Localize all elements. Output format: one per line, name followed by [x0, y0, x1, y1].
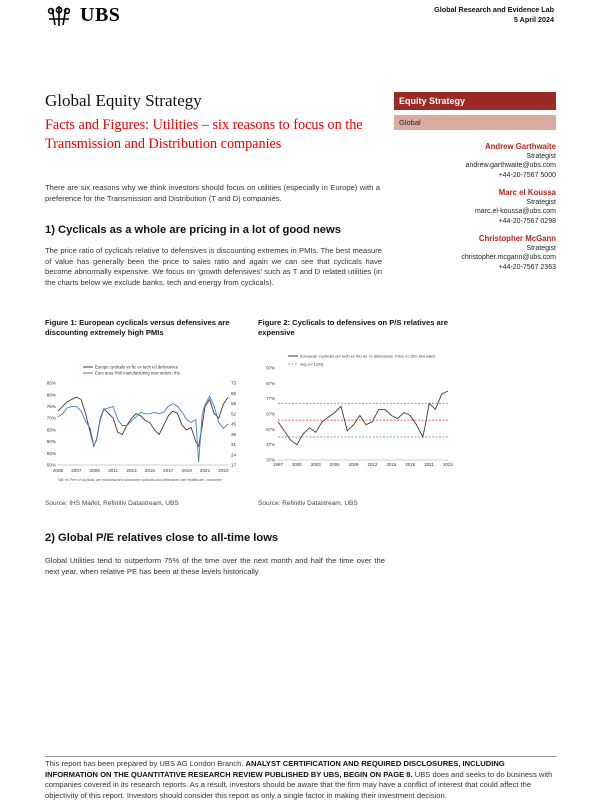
series-line: [278, 391, 448, 445]
x-tick-label: 2006: [329, 462, 340, 467]
y-right-tick-label: 45: [231, 421, 237, 427]
sidebar-heading: Equity Strategy: [394, 92, 556, 110]
analyst-role: Strategist: [526, 152, 556, 160]
x-tick-label: 2007: [71, 468, 82, 473]
x-tick-label: 2021: [199, 468, 211, 473]
analyst-role: Strategist: [526, 244, 556, 252]
y-right-tick-label: 52: [231, 411, 237, 417]
page-title: Global Equity Strategy: [45, 91, 202, 110]
y-left-tick-label: 70%: [46, 415, 56, 421]
footer-lead: This report has been prepared by UBS AG London Branch.: [45, 759, 244, 768]
y-left-tick-label: 50%: [46, 462, 56, 468]
footer-disclosure: ANALYST CERTIFICATION AND REQUIRED DISCLOSURES, INCLUDING INFORMATION ON THE QUANTITATIVE RESEARCH REVIEW PUBLISHED BY UBS, BEGIN ON PAGE 8.: [45, 759, 505, 779]
report-date: 5 April 2024: [513, 15, 554, 24]
x-tick-label: 2018: [405, 462, 416, 467]
analyst-phone: +44-20-7567 0298: [498, 217, 556, 225]
y-right-tick-label: 31: [231, 442, 237, 448]
footer-rest: UBS does and seeks to do business with companies covered in its research reports. As a result, investors should be aware that the firm may have a conflict of interest that could affect the objectivity of this report. Investors should consider this report as only a single factor in making their investment decision.: [45, 769, 553, 800]
legend-label: Euro area PMI manufacturing new orders, rhs: [95, 370, 180, 376]
analyst-card: [394, 142, 556, 180]
y-tick-label: 37%: [266, 457, 275, 463]
figure-2-source: Source: Refinitiv Datastream, UBS: [258, 500, 358, 507]
y-right-tick-label: 38: [231, 431, 237, 437]
y-tick-label: 47%: [266, 442, 275, 448]
header-meta: [434, 5, 554, 25]
y-tick-label: 77%: [266, 396, 275, 402]
disclaimer-footer: [45, 756, 557, 800]
figure-1-caption: Figure 1: European cyclicals versus defensives are discounting extremely high PMIs: [45, 318, 230, 337]
page-subtitle: Facts and Figures: Utilities – six reasons to focus on the Transmission and Distribution companies: [45, 117, 363, 152]
analyst-sidebar: [394, 92, 556, 272]
legend-label: avg (+/-1Std): [300, 361, 324, 367]
figure-1-source: Source: IHS Markit, Refinitiv Datastream, UBS: [45, 500, 179, 507]
y-right-tick-label: 59: [231, 401, 237, 407]
figure-2-chart: [256, 350, 456, 475]
y-left-tick-label: 80%: [46, 392, 56, 398]
x-tick-label: 1997: [273, 462, 283, 467]
x-tick-label: 2017: [163, 468, 174, 473]
analyst-phone: +44-20-7567 2363: [498, 263, 556, 271]
x-tick-label: 2013: [126, 468, 137, 473]
analyst-email[interactable]: christopher.mcgann@ubs.com: [461, 254, 556, 261]
x-tick-label: 2011: [108, 468, 119, 473]
figure-2-caption: Figure 2: Cyclicals to defensives on P/S relatives are expensive: [258, 318, 448, 337]
series-line: [58, 397, 228, 446]
x-tick-label: 2015: [144, 468, 156, 473]
y-left-tick-label: 85%: [46, 380, 56, 386]
analyst-card: [394, 188, 556, 226]
y-left-tick-label: 65%: [46, 427, 56, 433]
y-right-tick-label: 17: [231, 462, 237, 468]
legend-label: Europe cyclicals vs ftc ex tech rel defensives: [95, 364, 178, 370]
analyst-phone: +44-20-7567 5000: [498, 171, 556, 179]
x-tick-label: 2005: [52, 468, 64, 473]
legend-label: European Cyclicals (ex tech ex fin) rel. to defensives: Price to 12m fwd sales: [300, 353, 436, 359]
x-tick-label: 2009: [89, 468, 100, 473]
y-left-tick-label: 75%: [46, 404, 56, 410]
y-right-tick-label: 66: [231, 390, 237, 396]
analyst-email[interactable]: marc.el-koussa@ubs.com: [474, 208, 556, 215]
analyst-name: Marc el Koussa: [498, 188, 556, 197]
analyst-name: Andrew Garthwaite: [484, 142, 556, 151]
x-tick-label: 2024: [443, 462, 453, 467]
analyst-email[interactable]: andrew.garthwaite@ubs.com: [465, 162, 556, 169]
x-tick-label: 2021: [424, 462, 435, 467]
y-tick-label: 67%: [266, 411, 275, 417]
section-body: Global Utilities tend to outperform 75% of the time over the next month and half the time over the next year, when relative PE has been at these levels historically.: [45, 556, 385, 576]
logo-text: UBS: [80, 4, 121, 26]
x-tick-label: 2015: [386, 462, 397, 467]
y-right-tick-label: 73: [231, 380, 237, 386]
x-tick-label: 2003: [310, 462, 321, 467]
section-body: The price ratio of cyclicals relative to defensives is discounting extremes in PMIs. The best measure of value has generally been the price to sales ratio and again we can see that cyclicals have become abnormally expensive. We focus on ‘growth defensives’ such as T and D related utilities (in the charts below we exclude banks, tech and energy from cyclicals).: [45, 246, 382, 287]
sidebar-subheading: Global: [394, 115, 556, 130]
analyst-card: [394, 234, 556, 272]
section-heading: 2) Global P/E relatives close to all-time lows: [45, 532, 279, 544]
x-tick-label: 2019: [181, 468, 192, 473]
y-tick-label: 97%: [266, 365, 275, 371]
analyst-name: Christopher McGann: [478, 234, 556, 243]
ubs-keys-icon: [44, 5, 74, 27]
y-left-tick-label: 55%: [46, 450, 56, 456]
x-tick-label: 2012: [367, 462, 378, 467]
figure-1-chart: [38, 355, 250, 485]
intro-paragraph: There are six reasons why we think investors should focus on utilities (especially in Europe) with a preference for the Transmission and Distribution (T and D) companies.: [45, 183, 380, 203]
x-tick-label: 2023: [218, 468, 229, 473]
y-tick-label: 87%: [266, 380, 275, 386]
y-tick-label: 57%: [266, 426, 275, 432]
x-tick-label: 2009: [348, 462, 359, 467]
org-name: Global Research and Evidence Lab: [434, 5, 554, 14]
section-heading: 1) Cyclicals as a whole are pricing in a lot of good news: [45, 224, 341, 236]
figure-1-note: NB: rel Perf of cyclicals are industrial and consumer cyclicals and defensives are Healthcare, consumer: [58, 478, 223, 482]
ubs-logo: [44, 4, 120, 27]
x-tick-label: 2000: [291, 462, 302, 467]
analyst-role: Strategist: [526, 198, 556, 206]
y-left-tick-label: 60%: [46, 439, 56, 445]
y-right-tick-label: 24: [231, 452, 237, 458]
